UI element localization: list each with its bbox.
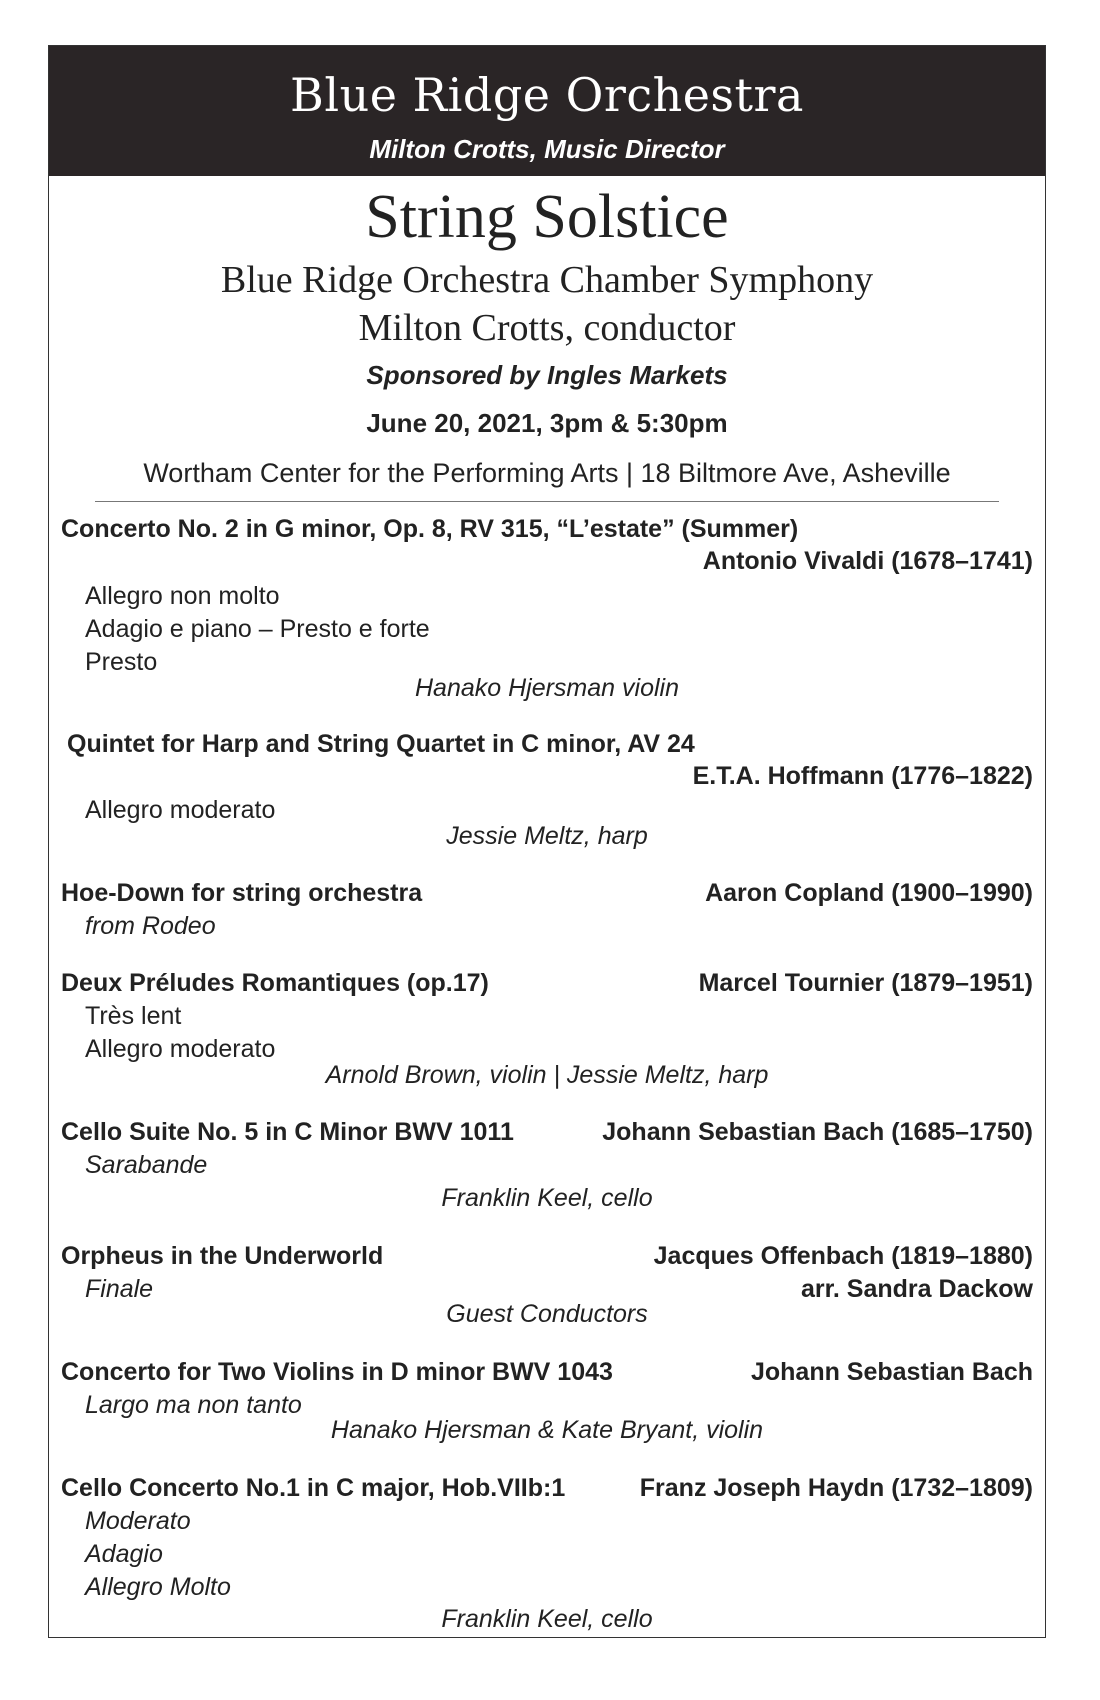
work-title: Orpheus in the Underworld [61, 1242, 384, 1270]
movement: Très lent [85, 1002, 182, 1030]
performer: Jessie Meltz, harp [446, 822, 648, 850]
concert-title: String Solstice [365, 183, 729, 251]
work-title: Concerto for Two Violins in D minor BWV 1043 [61, 1358, 613, 1386]
work-title: Cello Suite No. 5 in C Minor BWV 1011 [61, 1118, 514, 1146]
header-banner [49, 46, 1045, 176]
program-page [48, 45, 1046, 1638]
movement: Allegro moderato [85, 1035, 276, 1063]
movement: Adagio e piano – Presto e forte [85, 615, 430, 643]
work-title: Quintet for Harp and String Quartet in C minor, AV 24 [67, 730, 695, 758]
movement: Finale [85, 1275, 154, 1303]
performer: Arnold Brown, violin | Jessie Meltz, harp [325, 1061, 769, 1089]
performer: Franklin Keel, cello [441, 1605, 653, 1633]
orchestra-name: Blue Ridge Orchestra [290, 68, 804, 122]
movement: from Rodeo [85, 912, 216, 940]
composer: Jacques Offenbach (1819–1880) [653, 1242, 1033, 1270]
ensemble-name: Blue Ridge Orchestra Chamber Symphony [220, 259, 874, 301]
performer: Hanako Hjersman violin [414, 674, 679, 702]
movement: Allegro non molto [85, 582, 280, 610]
composer: Aaron Copland (1900–1990) [705, 879, 1033, 907]
arranger: arr. Sandra Dackow [800, 1275, 1033, 1303]
composer: Johann Sebastian Bach (1685–1750) [602, 1118, 1033, 1146]
sponsor-line: Sponsored by Ingles Markets [366, 360, 728, 390]
work-title: Deux Préludes Romantiques (op.17) [61, 969, 489, 997]
movement: Sarabande [85, 1151, 208, 1179]
movement: Presto [85, 648, 158, 676]
movement: Largo ma non tanto [85, 1391, 302, 1419]
concert-date: June 20, 2021, 3pm & 5:30pm [366, 408, 728, 438]
work-title: Cello Concerto No.1 in C major, Hob.VIIb:1 [61, 1474, 566, 1502]
performer: Hanako Hjersman & Kate Bryant, violin [330, 1416, 764, 1444]
performer: Franklin Keel, cello [441, 1184, 653, 1212]
work-title: Hoe-Down for string orchestra [61, 879, 423, 907]
movement: Allegro moderato [85, 796, 276, 824]
movement: Moderato [85, 1507, 191, 1535]
composer: E.T.A. Hoffmann (1776–1822) [692, 762, 1033, 790]
composer: Franz Joseph Haydn (1732–1809) [639, 1474, 1033, 1502]
composer: Antonio Vivaldi (1678–1741) [702, 547, 1033, 575]
divider-rule [95, 501, 999, 502]
movement: Allegro Molto [85, 1573, 231, 1601]
movement: Adagio [85, 1540, 163, 1568]
composer: Marcel Tournier (1879–1951) [698, 969, 1033, 997]
performer: Guest Conductors [446, 1300, 648, 1328]
music-director: Milton Crotts, Music Director [369, 134, 725, 164]
venue-line: Wortham Center for the Performing Arts | 18 Biltmore Ave, Asheville [143, 458, 951, 488]
work-title: Concerto No. 2 in G minor, Op. 8, RV 315, “L’estate” (Summer) [61, 515, 799, 543]
conductor-line: Milton Crotts, conductor [358, 307, 736, 349]
composer: Johann Sebastian Bach [750, 1358, 1033, 1386]
